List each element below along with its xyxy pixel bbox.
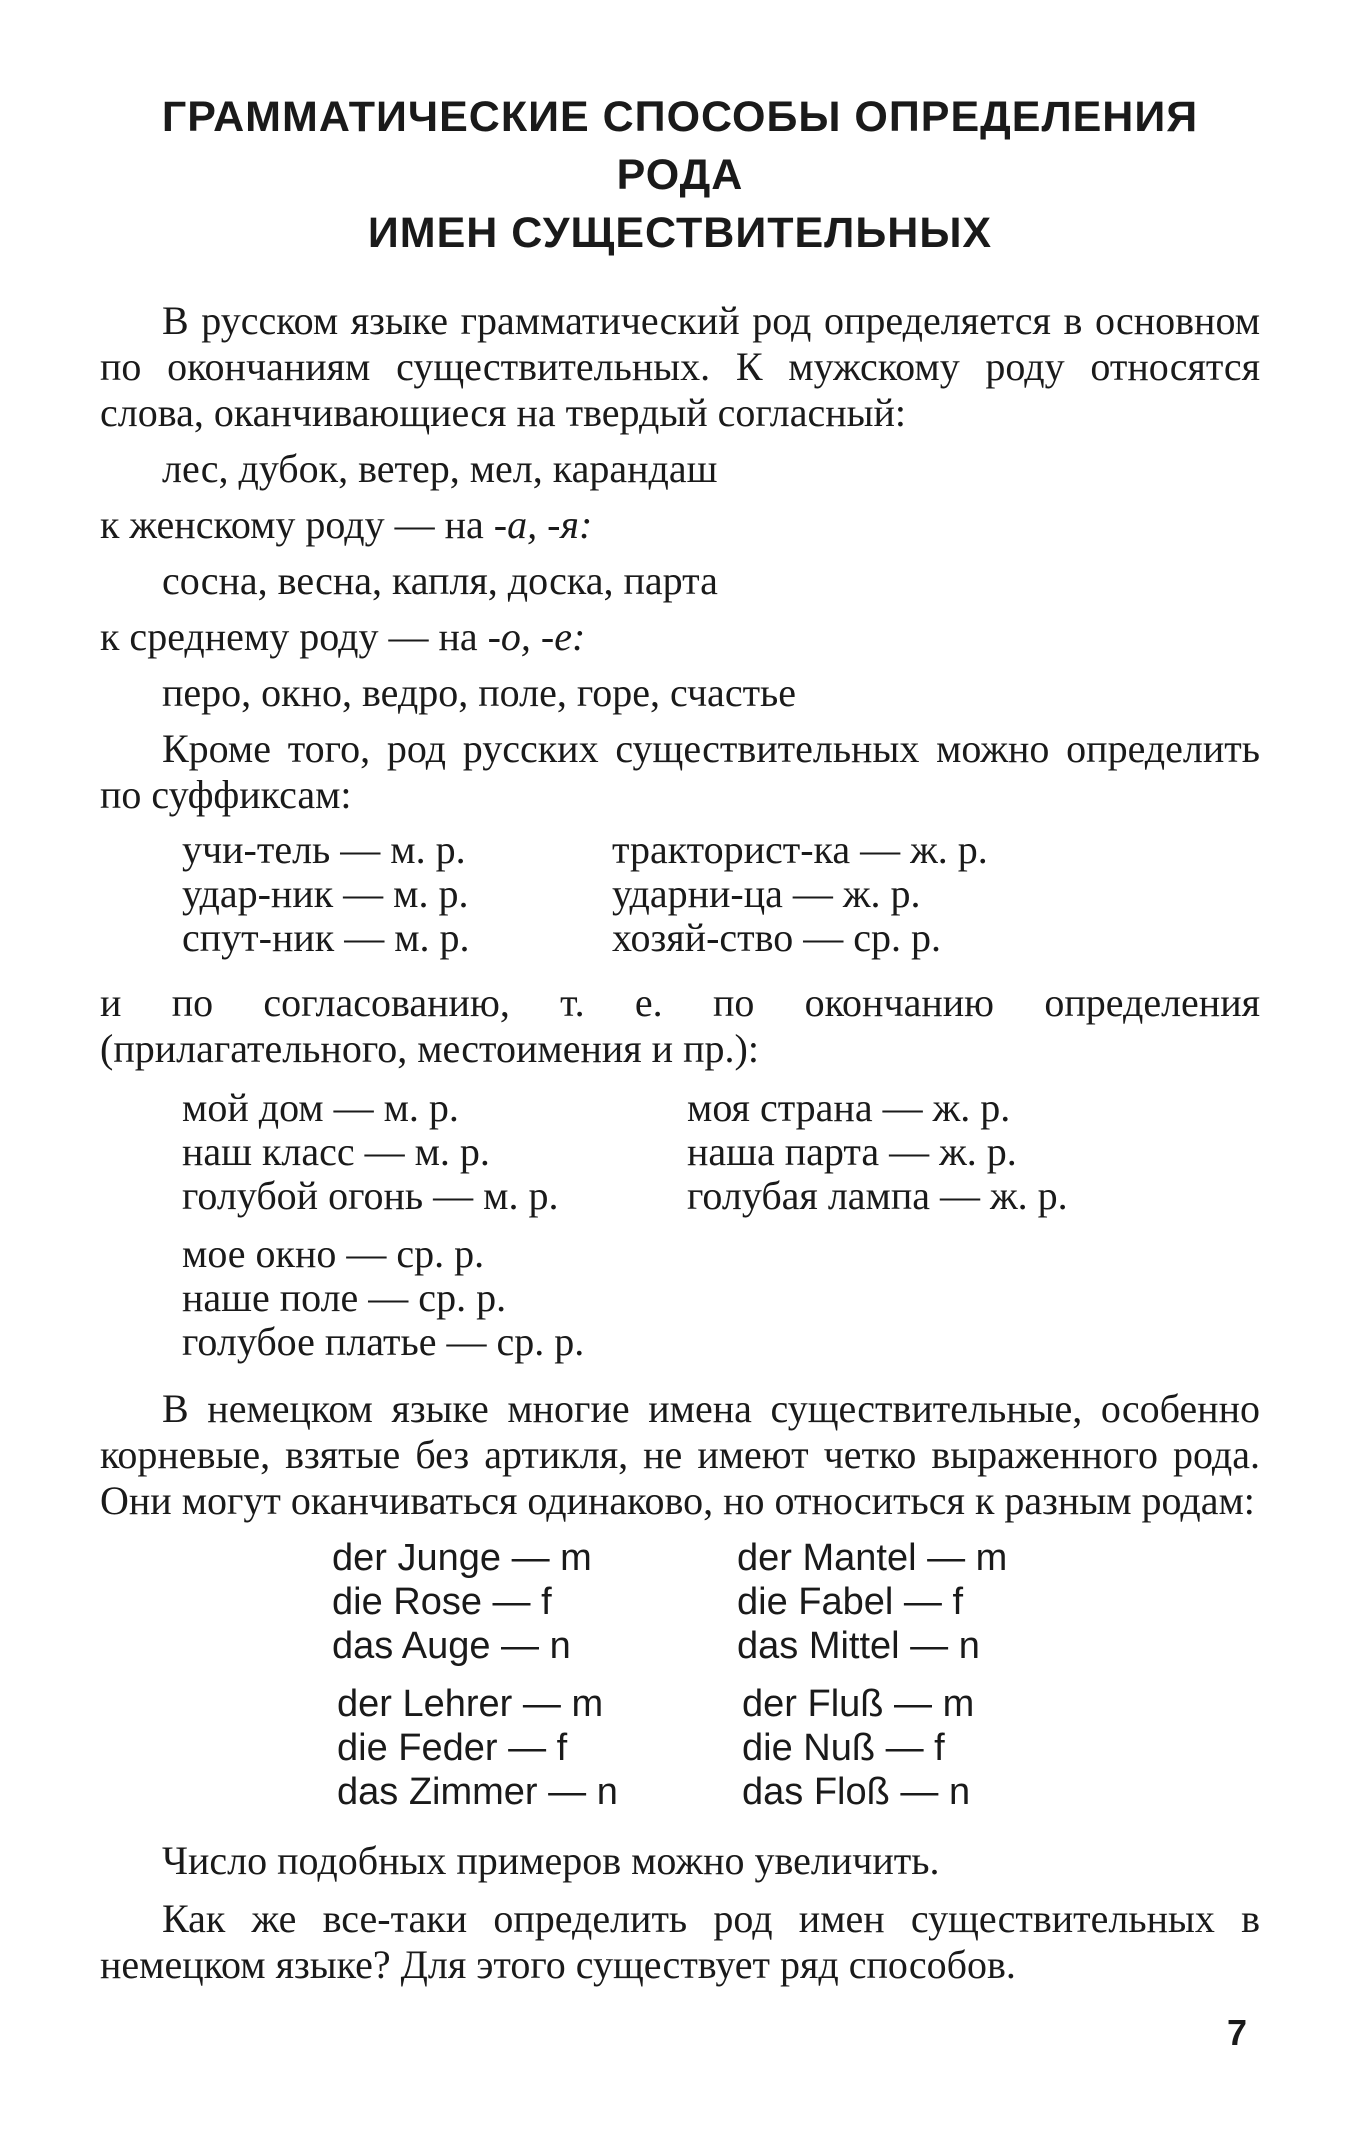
german-table-1 [100, 1536, 1260, 1668]
agreement-neuter-item: мое окно — ср. р. [182, 1231, 485, 1276]
intro-paragraph: В русском языке грамматический род определяется в основном по окончаниям существительных. К мужскому роду относятся слова, оканчивающиеся на твердый согласный: [100, 298, 1260, 435]
german-cell: der Junge — m [332, 1537, 592, 1579]
agreement-cell: моя страна — ж. р. [687, 1085, 1011, 1130]
page-number: 7 [1226, 2012, 1247, 2053]
feminine-lead-text: к женскому роду — на [100, 502, 484, 547]
agreement-cell: мой дом — м. р. [182, 1085, 459, 1130]
german-cell: der Mantel — m [737, 1537, 1008, 1579]
agreement-neuter-item: наше поле — ср. р. [182, 1275, 507, 1320]
agreement-cell: наша парта — ж. р. [687, 1129, 1017, 1174]
agreement-cell: наш класс — м. р. [182, 1129, 490, 1174]
neuter-lead-text: к среднему роду — на [100, 614, 478, 659]
german-cell: die Feder — f [337, 1727, 568, 1769]
closing-paragraph-2: Как же все-таки определить род имен существительных в немецком языке? Для этого существует ряд способов. [100, 1896, 1260, 1987]
suffix-cell: удар-ник — м. р. [182, 871, 469, 916]
suffix-cell: тракторист-ка — ж. р. [612, 827, 988, 872]
title-line-1: ГРАММАТИЧЕСКИЕ СПОСОБЫ ОПРЕДЕЛЕНИЯ РОДА [161, 93, 1199, 199]
suffix-cell: хозяй-ство — ср. р. [612, 915, 942, 960]
feminine-examples: сосна, весна, капля, доска, парта [162, 558, 718, 603]
agreement-neuter-list [100, 1232, 1260, 1364]
german-cell: die Rose — f [332, 1581, 552, 1623]
german-cell: das Auge — n [332, 1625, 571, 1667]
title-line-2: ИМЕН СУЩЕСТВИТЕЛЬНЫХ [367, 209, 993, 257]
closing-paragraph-1: Число подобных примеров можно увеличить. [162, 1838, 940, 1883]
german-cell: das Floß — n [742, 1771, 971, 1813]
german-cell: die Nuß — f [742, 1727, 945, 1769]
suffix-cell: спут-ник — м. р. [182, 915, 470, 960]
suffix-cell: ударни-ца — ж. р. [612, 871, 921, 916]
feminine-lead [100, 502, 1260, 548]
german-table-2 [100, 1682, 1260, 1814]
suffix-intro: Кроме того, род русских существительных можно определить по суффиксам: [100, 726, 1260, 817]
neuter-examples: перо, окно, ведро, поле, горе, счастье [162, 670, 797, 715]
neuter-lead [100, 614, 1260, 660]
german-cell: das Mittel — n [737, 1625, 980, 1667]
agreement-neuter-item: голубое платье — ср. р. [182, 1319, 585, 1364]
agreement-table [100, 1086, 1260, 1218]
neuter-endings: -о, -е: [487, 614, 586, 659]
page-content [100, 88, 1260, 1988]
german-cell: die Fabel — f [737, 1581, 963, 1623]
feminine-endings: -а, -я: [493, 502, 593, 547]
agreement-cell: голубая лампа — ж. р. [687, 1173, 1068, 1218]
masculine-examples: лес, дубок, ветер, мел, карандаш [162, 446, 718, 491]
german-cell: der Fluß — m [742, 1683, 975, 1725]
agreement-intro: и по согласованию, т. е. по окончанию определения (прилагательного, местоимения и пр.): [100, 980, 1260, 1071]
suffix-table [100, 828, 1260, 960]
german-intro: В немецком языке многие имена существительные, особенно корневые, взятые без артикля, не имеют четко выраженного рода. Они могут оканчиваться одинаково, но относиться к разным родам: [100, 1386, 1260, 1523]
german-cell: das Zimmer — n [337, 1771, 618, 1813]
suffix-cell: учи-тель — м. р. [182, 827, 466, 872]
page-title [100, 88, 1260, 262]
agreement-cell: голубой огонь — м. р. [182, 1173, 559, 1218]
german-cell: der Lehrer — m [337, 1683, 604, 1725]
